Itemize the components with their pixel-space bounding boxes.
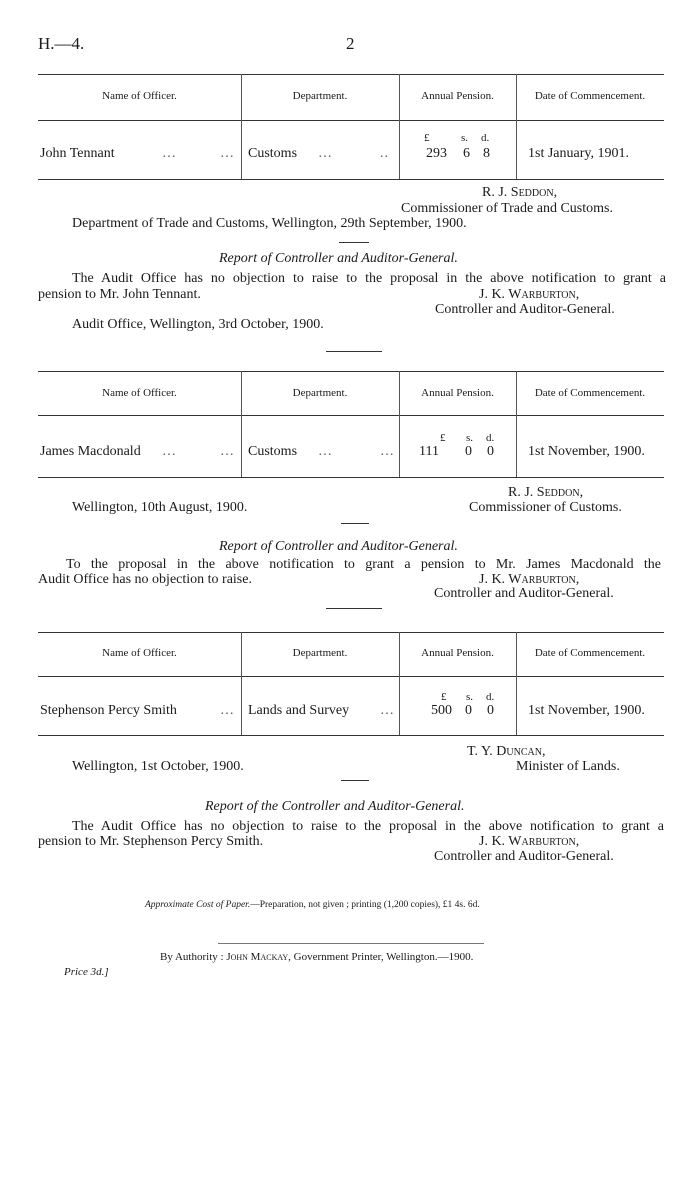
leader-dots: … [380, 703, 395, 718]
leader-dots: … [162, 146, 177, 161]
pension-pence: 0 [487, 444, 494, 459]
shillings-unit: s. [461, 132, 469, 144]
dated-line: Department of Trade and Customs, Wellington, 29th September, 1900. [72, 216, 467, 231]
pence-unit: d. [481, 132, 490, 144]
pounds-unit: £ [440, 432, 446, 444]
leader-dots: … [380, 444, 395, 459]
paper-cost-label: Approximate Cost of Paper. [145, 900, 251, 910]
col-header-name: Name of Officer. [102, 90, 177, 102]
auditor-title: Controller and Auditor-General. [435, 302, 615, 317]
dated-line: Wellington, 1st October, 1900. [72, 759, 244, 774]
section-divider [326, 608, 382, 609]
leader-dots: … [220, 146, 235, 161]
pension-shillings: 6 [463, 146, 470, 161]
pence-unit: d. [486, 691, 495, 703]
report-text: pension to Mr. John Tennant. [38, 287, 201, 302]
pension-shillings: 0 [465, 703, 472, 718]
pension-pounds: 500 [431, 703, 452, 718]
report-text: Audit Office has no objection to raise. [38, 572, 252, 587]
commencement-date: 1st November, 1900. [528, 444, 645, 459]
short-divider [341, 523, 369, 524]
paper-cost-note [145, 900, 480, 910]
col-header-pension: Annual Pension. [421, 90, 494, 102]
report-text: The Audit Office has no objection to raise to the proposal in the above notification to grant a [72, 819, 664, 834]
signatory-name: T. Y. Duncan, [467, 744, 546, 759]
department-value: Lands and Survey [248, 703, 350, 718]
col-header-commencement: Date of Commencement. [534, 387, 646, 399]
col-header-department: Department. [292, 90, 348, 102]
report-heading: Report of Controller and Auditor-General. [219, 251, 458, 266]
pension-pence: 0 [487, 703, 494, 718]
officer-name: John Tennant [40, 146, 115, 161]
department-value: Customs [248, 444, 298, 459]
table-1-bottom-rule [38, 179, 664, 180]
pounds-unit: £ [424, 132, 430, 144]
shillings-unit: s. [466, 691, 474, 703]
report-text: To the proposal in the above notification to grant a pension to Mr. James Macdonald the [66, 557, 661, 572]
table-3-bottom-rule [38, 735, 664, 736]
col-header-department: Department. [292, 647, 348, 659]
leader-dots: .. [380, 146, 389, 161]
table-3-top-rule [38, 632, 664, 633]
col-header-pension: Annual Pension. [421, 387, 494, 399]
leader-dots: … [318, 444, 333, 459]
col-header-name: Name of Officer. [102, 387, 177, 399]
commencement-date: 1st January, 1901. [528, 146, 629, 161]
signatory-name: R. J. Seddon, [508, 485, 584, 500]
printer-imprint [160, 951, 473, 963]
pence-unit: d. [486, 432, 495, 444]
auditor-title: Controller and Auditor-General. [434, 849, 614, 864]
auditor-name: J. K. Warburton, [479, 834, 580, 849]
signatory-title: Minister of Lands. [516, 759, 620, 774]
auditor-name: J. K. Warburton, [479, 572, 580, 587]
table-1-top-rule [38, 74, 664, 75]
imprint-rule [218, 943, 484, 944]
auditor-title: Controller and Auditor-General. [434, 586, 614, 601]
leader-dots: … [220, 444, 235, 459]
leader-dots: … [162, 444, 177, 459]
dated-line: Wellington, 10th August, 1900. [72, 500, 248, 515]
leader-dots: … [318, 146, 333, 161]
table-2-bottom-rule [38, 477, 664, 478]
department-value: Customs [248, 146, 298, 161]
printer-name: John Mackay [226, 951, 289, 963]
paper-cost-text: —Preparation, not given ; printing (1,200 copies), £1 4s. 6d. [250, 900, 480, 910]
col-header-name: Name of Officer. [102, 647, 177, 659]
short-divider [339, 242, 369, 243]
officer-name: Stephenson Percy Smith [40, 703, 177, 718]
officer-name: James Macdonald [40, 444, 141, 459]
authority-suffix: , Government Printer, Wellington.—1900. [288, 951, 474, 963]
pension-pounds: 293 [426, 146, 447, 161]
short-divider [341, 780, 369, 781]
commencement-date: 1st November, 1900. [528, 703, 645, 718]
pounds-unit: £ [441, 691, 447, 703]
pension-pounds: 111 [419, 444, 439, 459]
col-header-commencement: Date of Commencement. [534, 90, 646, 102]
auditor-name: J. K. Warburton, [479, 287, 580, 302]
table-2-top-rule [38, 371, 664, 372]
report-heading: Report of Controller and Auditor-General. [219, 539, 458, 554]
col-header-pension: Annual Pension. [421, 647, 494, 659]
report-heading: Report of the Controller and Auditor-General. [205, 799, 465, 814]
pension-shillings: 0 [465, 444, 472, 459]
table-2-header-rule [38, 415, 664, 416]
report-text: pension to Mr. Stephenson Percy Smith. [38, 834, 264, 849]
signatory-title: Commissioner of Customs. [469, 500, 622, 515]
col-header-department: Department. [292, 387, 348, 399]
shillings-unit: s. [466, 432, 474, 444]
audit-dated-line: Audit Office, Wellington, 3rd October, 1900. [72, 317, 324, 332]
table-1-header-rule [38, 120, 664, 121]
section-divider [326, 351, 382, 352]
authority-prefix: By Authority : [160, 951, 224, 963]
signatory-name: R. J. Seddon, [482, 185, 558, 200]
report-text: The Audit Office has no objection to raise to the proposal in the above notification to grant a [72, 271, 666, 286]
table-3-header-rule [38, 676, 664, 677]
signatory-title: Commissioner of Trade and Customs. [401, 201, 613, 216]
page-number: 2 [346, 34, 355, 53]
price-note: Price 3d.] [64, 966, 109, 978]
col-header-commencement: Date of Commencement. [534, 647, 646, 659]
document-reference: H.—4. [38, 34, 85, 53]
leader-dots: … [220, 703, 235, 718]
pension-pence: 8 [483, 146, 490, 161]
